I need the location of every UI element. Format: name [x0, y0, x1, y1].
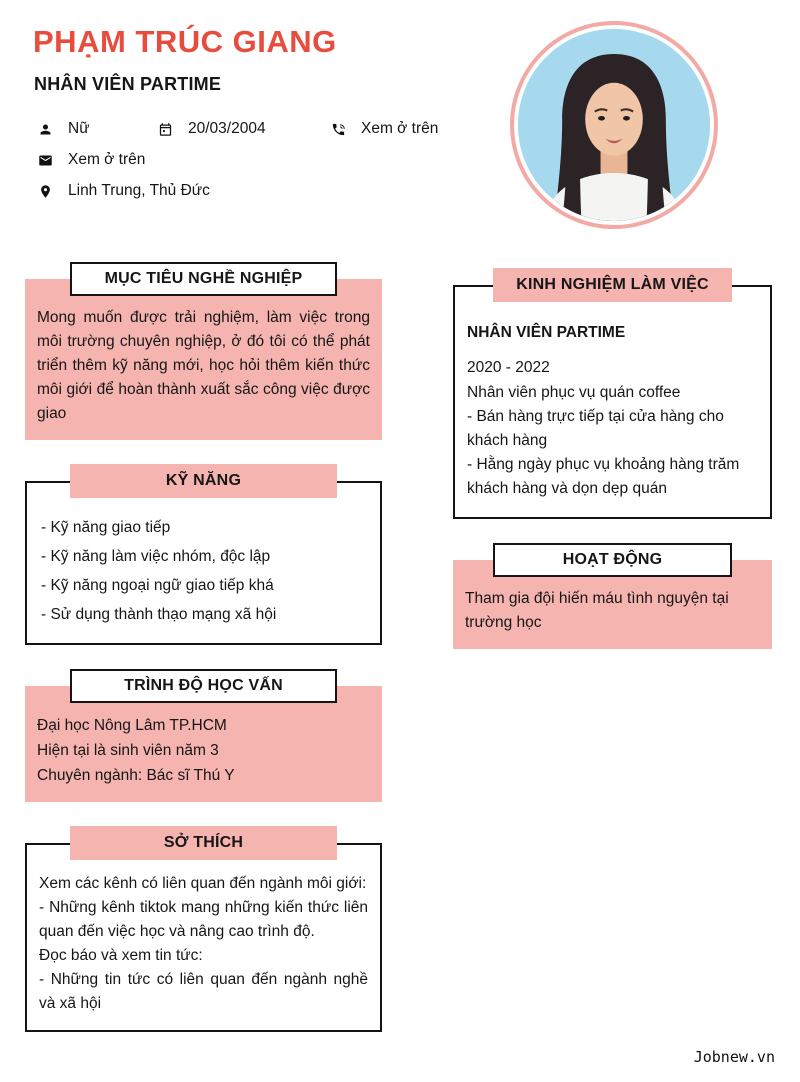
objective-body: Mong muốn được trải nghiệm, làm việc trong môi trường chuyên nghiệp, ở đó tôi có thể phát triển thêm kỹ năng mới, học hỏi thêm kiến thức môi giới để hoàn thành xuất sắc công việc được giao	[25, 279, 382, 440]
education-line: Hiện tại là sinh viên năm 3	[37, 742, 219, 759]
contact-row-1	[38, 120, 508, 138]
section-hobbies	[25, 826, 382, 1032]
email-field	[38, 151, 145, 169]
gender-value: Nữ	[68, 120, 90, 137]
experience-period: 2020 - 2022	[467, 359, 550, 376]
birthday-value: 20/03/2004	[188, 120, 266, 137]
candidate-name: PHẠM TRÚC GIANG	[33, 24, 337, 59]
education-line: Đại học Nông Lâm TP.HCM	[37, 717, 227, 734]
contact-row-3	[38, 182, 508, 200]
hobbies-paragraph: - Những kênh tiktok mang những kiến thức liên quan đến việc học và nâng cao trình độ.	[39, 899, 368, 940]
email-value: Xem ở trên	[68, 151, 146, 168]
hobbies-paragraph: Xem các kênh có liên quan đến ngành môi giới:	[39, 875, 367, 892]
contact-info	[38, 120, 508, 213]
contact-row-2	[38, 151, 508, 169]
envelope-icon	[38, 153, 53, 168]
skill-item: - Kỹ năng làm việc nhóm, độc lập	[41, 548, 271, 565]
birthday-field	[158, 120, 331, 138]
phone-value: Xem ở trên	[361, 120, 439, 137]
calendar-icon	[158, 122, 173, 137]
right-column	[453, 268, 772, 673]
education-line: Chuyên ngành: Bác sĩ Thú Y	[37, 767, 235, 784]
experience-job-title: NHÂN VIÊN PARTIME	[467, 324, 626, 341]
skills-heading: KỸ NĂNG	[70, 464, 338, 498]
phone-field	[331, 120, 438, 138]
hobbies-body	[25, 843, 382, 1032]
person-icon	[38, 122, 53, 137]
skill-item: - Sử dụng thành thạo mạng xã hội	[41, 606, 277, 623]
section-education	[25, 669, 382, 802]
section-objective	[25, 262, 382, 440]
experience-heading: KINH NGHIỆM LÀM VIỆC	[493, 268, 732, 302]
section-activities	[453, 543, 772, 649]
phone-icon	[331, 122, 346, 137]
profile-photo	[510, 21, 718, 229]
education-body	[25, 686, 382, 802]
activities-heading: HOẠT ĐỘNG	[493, 543, 732, 577]
activities-body: Tham gia đội hiến máu tình nguyện tại trường học	[453, 560, 772, 649]
experience-line: - Hằng ngày phục vụ khoảng hàng trăm khách hàng và dọn dẹp quán	[467, 456, 740, 497]
skills-body	[25, 481, 382, 645]
hobbies-paragraph: - Những tin tức có liên quan đến ngành nghề và xã hội	[39, 971, 368, 1012]
location-pin-icon	[38, 184, 53, 199]
hobbies-paragraph: Đọc báo và xem tin tức:	[39, 947, 203, 964]
experience-line: Nhân viên phục vụ quán coffee	[467, 384, 681, 401]
watermark: Jobnew.vn	[693, 1048, 775, 1066]
education-heading: TRÌNH ĐỘ HỌC VẤN	[70, 669, 338, 703]
skill-item: - Kỹ năng giao tiếp	[41, 519, 171, 536]
objective-heading: MỤC TIÊU NGHỀ NGHIỆP	[70, 262, 338, 296]
experience-body	[453, 285, 772, 519]
hobbies-heading: SỞ THÍCH	[70, 826, 338, 860]
skill-item: - Kỹ năng ngoại ngữ giao tiếp khá	[41, 577, 274, 594]
address-value: Linh Trung, Thủ Đức	[68, 182, 210, 199]
section-skills	[25, 464, 382, 645]
profile-photo-frame	[518, 29, 710, 221]
avatar-illustration	[518, 29, 710, 221]
experience-line: - Bán hàng trực tiếp tại cửa hàng cho khách hàng	[467, 408, 724, 449]
gender-field	[38, 120, 158, 138]
left-column	[25, 262, 382, 1056]
address-field	[38, 182, 210, 200]
section-experience	[453, 268, 772, 519]
candidate-job-title: NHÂN VIÊN PARTIME	[34, 74, 222, 94]
